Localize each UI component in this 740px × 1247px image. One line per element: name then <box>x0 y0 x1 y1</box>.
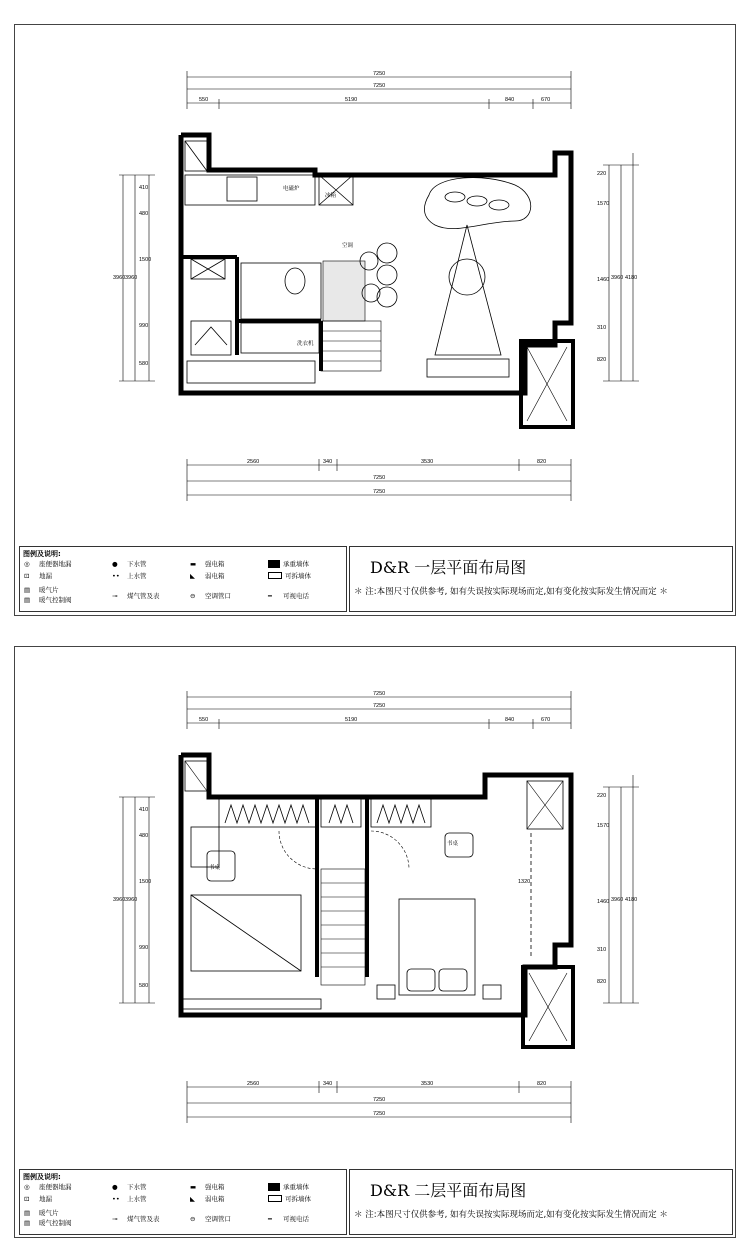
legend-item: ⊖ 空调管口 <box>190 1214 231 1223</box>
legend-item: ◎ 座便器地漏 <box>24 559 72 568</box>
bearing-wall-icon <box>268 560 280 568</box>
dim-bottom-total-1: 7250 <box>373 1097 386 1103</box>
label-ac: 空调 <box>342 243 354 249</box>
floor-plan-sheet-2 <box>14 646 736 1238</box>
legend-item: ◎ 座便器地漏 <box>24 1182 72 1191</box>
legend-item: ⊡ 地漏 <box>24 571 52 580</box>
dim-bottom-total-2: 7250 <box>373 489 386 495</box>
legend-1 <box>19 546 347 612</box>
legend-2 <box>19 1169 347 1235</box>
dim-bottom-c: 3530 <box>421 1081 434 1087</box>
ac-pipe-icon: ⊖ <box>190 1214 196 1223</box>
radiator-icon: ▤ <box>24 1208 31 1217</box>
weak-power-box-icon: ◣ <box>190 571 195 580</box>
dim-left-3: 410 <box>139 185 149 191</box>
legend-item: 可拆墙体 <box>268 571 311 580</box>
drawing-title: D&R 二层平面布局图 <box>370 1181 527 1200</box>
dim-right-7: 4180 <box>625 275 638 281</box>
legend-item: •• 上水管 <box>112 1194 147 1203</box>
floor-plan-sheet-1 <box>14 24 736 616</box>
dim-bottom-a: 2560 <box>247 459 260 465</box>
dim-left-5: 1500 <box>139 257 152 263</box>
legend-title: 图例及说明: <box>23 550 61 558</box>
gas-meter-icon: ⊸ <box>112 591 118 600</box>
dim-top-total-1: 7250 <box>373 71 386 77</box>
dim-top-total-1: 7250 <box>373 691 386 697</box>
dim-top-b: 5190 <box>345 97 358 103</box>
dim-right-6: 3960 <box>611 275 624 281</box>
removable-wall-icon <box>268 572 282 579</box>
floor-plan-2-drawing <box>15 647 735 1167</box>
legend-item: ● 下水管 <box>112 559 147 568</box>
dim-right-2: 1570 <box>597 201 610 207</box>
toilet-drain-icon: ◎ <box>24 559 30 568</box>
dim-left-3: 410 <box>139 807 149 813</box>
dim-bottom-total-1: 7250 <box>373 475 386 481</box>
legend-item: ━ 可视电话 <box>268 1214 309 1223</box>
label-fridge: 冰箱 <box>325 193 337 199</box>
dim-left-2: 3960 <box>125 275 138 281</box>
dim-top-total-2: 7250 <box>373 83 386 89</box>
floor-plan-1-drawing <box>15 25 735 545</box>
legend-title: 图例及说明: <box>23 1173 61 1181</box>
dim-top-c: 840 <box>505 717 515 723</box>
dim-right-5: 820 <box>597 979 607 985</box>
legend-item: •• 上水管 <box>112 571 147 580</box>
title-block-1 <box>349 546 733 612</box>
dim-right-4: 310 <box>597 947 607 953</box>
legend-item: ▤ 暖气控制阀 <box>24 1218 72 1227</box>
dim-left-6: 990 <box>139 945 149 951</box>
label-desk-right: 书桌 <box>447 841 459 847</box>
drawing-title: D&R 一层平面布局图 <box>370 558 527 577</box>
supply-pipe-icon: •• <box>112 571 120 580</box>
label-desk-left: 书桌 <box>209 865 221 871</box>
dim-top-a: 550 <box>199 97 209 103</box>
label-washer: 洗衣机 <box>297 341 314 347</box>
strong-power-box-icon: ▬ <box>190 559 197 568</box>
downpipe-icon: ● <box>112 559 118 568</box>
floor-drain-icon: ⊡ <box>24 571 30 580</box>
strong-power-box-icon: ▬ <box>190 1182 197 1191</box>
legend-item: ◣ 弱电箱 <box>190 1194 225 1203</box>
legend-item: 承重墙体 <box>268 559 309 568</box>
title-block-2 <box>349 1169 733 1235</box>
legend-item: 可拆墙体 <box>268 1194 311 1203</box>
legend-item: ▤ 暖气片 <box>24 1208 59 1217</box>
dim-right-7: 4180 <box>625 897 638 903</box>
dim-right-2: 1570 <box>597 823 610 829</box>
label-induction: 电磁炉 <box>283 186 300 192</box>
floor-drain-icon: ⊡ <box>24 1194 30 1203</box>
dim-bottom-c: 3530 <box>421 459 434 465</box>
legend-item: ◣ 弱电箱 <box>190 571 225 580</box>
legend-item: ⊖ 空调管口 <box>190 591 231 600</box>
tv-phone-icon: ━ <box>268 591 272 600</box>
dim-left-2: 3960 <box>125 897 138 903</box>
dim-left-5: 1500 <box>139 879 152 885</box>
ac-pipe-icon: ⊖ <box>190 591 196 600</box>
legend-item: ▤ 暖气控制阀 <box>24 595 72 604</box>
legend-item: ⊡ 地漏 <box>24 1194 52 1203</box>
dim-left-7: 580 <box>139 983 149 989</box>
dim-bottom-total-2: 7250 <box>373 1111 386 1117</box>
legend-item: ▬ 强电箱 <box>190 559 225 568</box>
tv-phone-icon: ━ <box>268 1214 272 1223</box>
dim-bottom-b: 340 <box>323 1081 333 1087</box>
dim-top-a: 550 <box>199 717 209 723</box>
radiator-icon: ▤ <box>24 585 31 594</box>
dim-bottom-a: 2560 <box>247 1081 260 1087</box>
drawing-note: ＊ 注:本图尺寸仅供参考, 如有失误按实际现场而定,如有变化按实际发生情况而定 ＊ <box>354 1210 668 1220</box>
dim-right-4: 310 <box>597 325 607 331</box>
toilet-drain-icon: ◎ <box>24 1182 30 1191</box>
dim-left-4: 480 <box>139 833 149 839</box>
legend-item: 承重墙体 <box>268 1182 309 1191</box>
gas-meter-icon: ⊸ <box>112 1214 118 1223</box>
dim-bottom-d: 820 <box>537 459 547 465</box>
legend-item: ● 下水管 <box>112 1182 147 1191</box>
dim-left-6: 990 <box>139 323 149 329</box>
dim-top-b: 5190 <box>345 717 358 723</box>
removable-wall-icon <box>268 1195 282 1202</box>
dim-right-6: 3960 <box>611 897 624 903</box>
dim-right-1: 220 <box>597 171 607 177</box>
radiator-valve-icon: ▤ <box>24 1218 31 1227</box>
bearing-wall-icon <box>268 1183 280 1191</box>
dim-bottom-d: 820 <box>537 1081 547 1087</box>
label-1320: 1320 <box>518 879 531 885</box>
downpipe-icon: ● <box>112 1182 118 1191</box>
dim-left-1: 3960 <box>113 897 126 903</box>
supply-pipe-icon: •• <box>112 1194 120 1203</box>
dim-top-d: 670 <box>541 717 551 723</box>
dim-left-7: 580 <box>139 361 149 367</box>
legend-item: ⊸ 煤气管及表 <box>112 591 160 600</box>
weak-power-box-icon: ◣ <box>190 1194 195 1203</box>
legend-item: ⊸ 煤气管及表 <box>112 1214 160 1223</box>
dim-right-3: 1460 <box>597 277 610 283</box>
dim-left-1: 3960 <box>113 275 126 281</box>
drawing-note: ＊ 注:本图尺寸仅供参考, 如有失误按实际现场而定,如有变化按实际发生情况而定 ＊ <box>354 587 668 597</box>
dim-top-d: 670 <box>541 97 551 103</box>
dim-right-3: 1460 <box>597 899 610 905</box>
dim-top-c: 840 <box>505 97 515 103</box>
dim-top-total-2: 7250 <box>373 703 386 709</box>
legend-item: ▬ 强电箱 <box>190 1182 225 1191</box>
legend-item: ▤ 暖气片 <box>24 585 59 594</box>
dim-right-5: 820 <box>597 357 607 363</box>
dim-bottom-b: 340 <box>323 459 333 465</box>
legend-item: ━ 可视电话 <box>268 591 309 600</box>
radiator-valve-icon: ▤ <box>24 595 31 604</box>
dim-right-1: 220 <box>597 793 607 799</box>
dim-left-4: 480 <box>139 211 149 217</box>
